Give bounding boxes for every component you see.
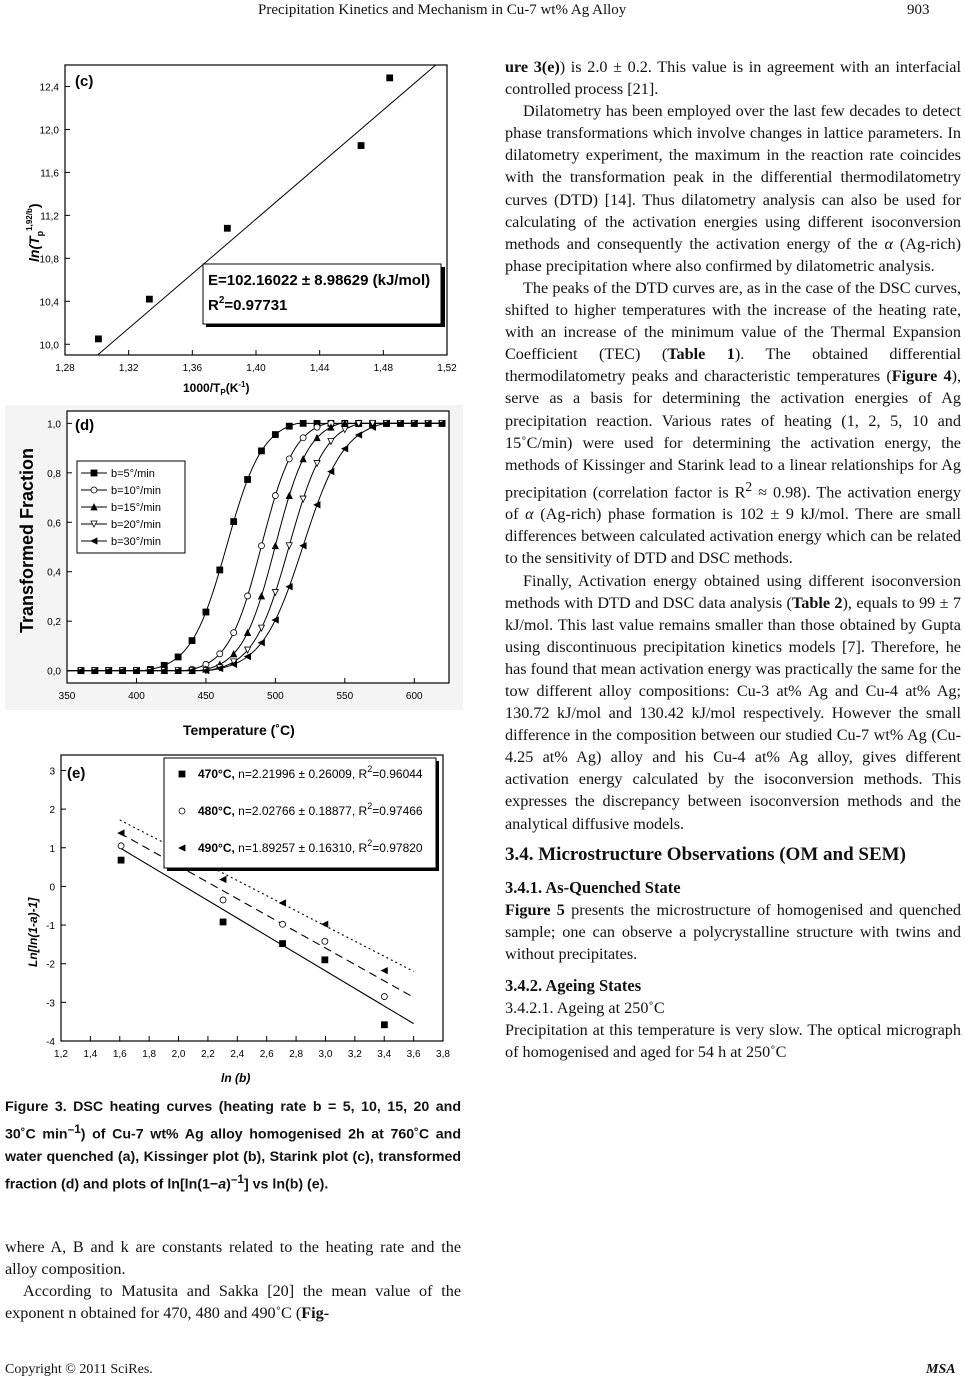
y-tick-label: 3 — [49, 766, 55, 778]
x-tick-label: 3,0 — [318, 1049, 333, 1060]
data-point-e — [381, 1022, 387, 1028]
legend-label-e: 490°C, n=1.89257 ± 0.16310, $R^2=0.97820$ — [198, 838, 423, 855]
data-point-d — [217, 567, 223, 573]
data-point-d — [272, 493, 278, 499]
data-point-e — [322, 957, 328, 963]
x-tick-label: 3,4 — [377, 1049, 392, 1060]
x-tick-label: 450 — [197, 691, 215, 702]
data-point-d — [217, 651, 223, 657]
left-column-text — [5, 1236, 461, 1324]
legend-label-d: b=20°/min — [111, 519, 161, 531]
data-point-c — [146, 296, 152, 302]
xlabel-e: ln (b) — [221, 1071, 251, 1085]
x-tick-label: 600 — [405, 691, 423, 702]
y-tick-label: 0,4 — [47, 567, 61, 579]
legend-e — [164, 758, 439, 871]
y-tick-label: 12,0 — [39, 125, 59, 137]
data-point-c — [224, 225, 230, 231]
y-tick-label: -3 — [46, 998, 55, 1010]
x-tick-label: 3,6 — [406, 1049, 421, 1060]
data-point-d — [300, 435, 306, 441]
paragraph: Figure 5 presents the microstructure of homogenised and quenched sample; one can observe a polycrystalline structure with twins and without precipitates. — [505, 900, 961, 963]
data-point-c — [358, 143, 364, 149]
legend-d — [77, 461, 185, 553]
subsection-heading: 3.4.1. As-Quenched State — [505, 877, 681, 897]
annotation-r-c: R — [208, 297, 219, 314]
paragraph: where A, B and k are constants related to the heating rate and the alloy composition. — [5, 1238, 461, 1279]
x-tick-label: 3,2 — [347, 1049, 362, 1060]
ylabel-e: Ln[ln(1-a)-1] — [26, 897, 40, 967]
x-tick-label: 1,48 — [373, 363, 394, 374]
x-tick-label: 1,2 — [54, 1049, 68, 1060]
annotation-r-val-c: =0.97731 — [224, 297, 288, 314]
legend-label-d: b=5°/min — [111, 468, 155, 480]
y-tick-label: 11,6 — [40, 168, 59, 180]
data-point-d — [286, 423, 292, 429]
data-point-e — [118, 857, 124, 863]
data-point-e — [381, 994, 387, 1000]
subsubsection-heading: 3.4.2.1. Ageing at 250˚C — [505, 998, 665, 1017]
legend-label-e: 470°C, n=2.21996 ± 0.26009, $R^2=0.96044$ — [198, 764, 423, 781]
data-point-e — [280, 921, 286, 927]
legend-label-d: b=10°/min — [111, 485, 161, 497]
y-tick-label: 0,6 — [47, 518, 61, 530]
x-tick-label: 1,32 — [118, 363, 139, 374]
data-point-d — [272, 432, 278, 438]
y-tick-label: 2 — [49, 805, 55, 817]
figure-d — [5, 405, 463, 740]
y-tick-label: 11,2 — [40, 211, 59, 223]
y-tick-label: 0,8 — [47, 468, 61, 480]
x-tick-label: 1,4 — [83, 1049, 98, 1060]
data-point-c — [387, 75, 393, 81]
data-point-d — [231, 519, 237, 525]
figure-e — [5, 752, 463, 1088]
page-number: 903 — [907, 2, 930, 18]
data-point-c — [95, 336, 101, 342]
paragraph: Dilatometry has been employed over the last few decades to detect phase transformations which involve changes in lattice parameters. In dilatometry experiment, the maximum in the reaction rate coincides with the transformation peak in the differential thermodilatometry curves (DTD) [14]. Thus dilatometry analysis can also be used for calculating of the activation energies using different isoconversion methods and consequently the activation energy of the α (Ag-rich) phase precipitation where also confirmed by dilatometric analysis. — [505, 102, 962, 275]
right-column-text — [505, 56, 961, 1063]
subsection-heading: 3.4.2. Ageing States — [505, 975, 642, 995]
data-point-e — [220, 919, 226, 925]
paragraph: Finally, Activation energy obtained using different isoconversion methods with DTD and DSC data analysis (Table 2), equals to 99 ± 7 kJ/mol. This last value remains smaller than those obtained by Gupta using discontinuous precipitation kinetics models [7]. Therefore, he has found that mean activation energy was practically the same for the tow different alloy compositions: Cu-3 at% Ag and Cu-4 at% Ag; 130.72 kJ/mol and 130.42 kJ/mol respectively. However the small difference in the composition between our studied Cu-7 wt% Ag (Cu-4.25 at% Ag) alloy and his Cu-4 at% Ag alloy, gives different activation energy calculated by the isoconversion methods. This expresses the discrepancy between isoconversion methods and the analytical diffusive models. — [505, 571, 961, 833]
running-title: Precipitation Kinetics and Mechanism in Cu-7 wt% Ag Alloy — [258, 2, 627, 18]
y-tick-label: 10,4 — [39, 297, 59, 309]
running-head — [0, 0, 965, 26]
panel-label-e: (e) — [67, 765, 86, 782]
paragraph: The peaks of the DTD curves are, as in the case of the DSC curves, shifted to higher temperatures with the increase of the heating rate, with an increase of the minimum value of the Thermal Expansion Coefficient (TEC) (Table 1). The obtained differential thermodilatometry peaks and characteristic temperatures (Figure 4), serve as a basis for determining the activation energies of Ag precipitation reaction. Various rates of heating (1, 2, 5, 10 and 15˚C/min) were used for determining the activation energy, the methods of Kissinger and Starink lead to a linear relationships for Ag precipitation (correlation factor is $R^2 \approx 0.98$). The activation energy of α (Ag-rich) phase formation is 102 ± 9 kJ/mol. There are small differences between calculated activation energy which can be related to the sensitivity of DTD and DSC methods. — [505, 278, 962, 568]
paragraph: According to Matusita and Sakka [20] the mean value of the exponent n obtained for 470, 480 and 490˚C (Fig- — [5, 1282, 461, 1323]
x-tick-label: 3,8 — [436, 1049, 450, 1060]
legend-label-e: 480°C, n=2.02766 ± 0.18877, $R^2=0.97466$ — [198, 801, 423, 818]
data-point-d — [245, 593, 251, 599]
data-point-d — [231, 630, 237, 636]
x-tick-label: 2,8 — [289, 1049, 304, 1060]
x-tick-label: 1,8 — [142, 1049, 157, 1060]
paragraph: Precipitation at this temperature is very slow. The optical micrograph of homogenised and aged for 54 h at 250˚C — [505, 1021, 961, 1062]
x-tick-label: 500 — [267, 691, 284, 702]
legend-label-d: b=30°/min — [111, 536, 161, 548]
data-point-d — [189, 638, 195, 644]
data-point-d — [258, 448, 264, 454]
journal-name: MSA — [926, 1362, 956, 1377]
section-heading: 3.4. Microstructure Observations (OM and SEM) — [505, 843, 906, 865]
paragraph: ure 3(e)) is 2.0 ± 0.2. This value is in agreement with an interfacial controlled process [21]. — [505, 58, 961, 99]
x-tick-label: 2,4 — [230, 1049, 245, 1060]
data-point-d — [258, 543, 264, 549]
data-point-d — [203, 609, 209, 615]
x-tick-label: 550 — [336, 691, 354, 702]
y-tick-label: 12,4 — [39, 82, 59, 94]
x-tick-label: 1,36 — [182, 363, 203, 374]
x-tick-label: 2,6 — [259, 1049, 274, 1060]
ylabel-d: Transformed Fraction — [17, 447, 37, 633]
panel-label-d: (d) — [75, 417, 95, 434]
annotation-box-c — [203, 264, 445, 327]
legend-label-d: b=15°/min — [111, 502, 161, 514]
data-point-d — [286, 456, 292, 462]
y-tick-label: 1 — [49, 843, 55, 855]
ylabel-c: $\ln(T_p^{1,92/b})$ — [25, 203, 45, 262]
legend-marker-e — [179, 808, 185, 814]
annotation-line1-c: E=102.16022 ± 8.98629 (kJ/mol) — [208, 272, 431, 289]
y-tick-label: 0 — [49, 882, 55, 894]
x-tick-label: 2,0 — [171, 1049, 186, 1060]
y-tick-label: 10,0 — [39, 340, 59, 352]
x-tick-label: 1,40 — [246, 363, 266, 374]
x-tick-label: 1,28 — [55, 363, 75, 374]
y-tick-label: 10,8 — [39, 254, 59, 266]
x-tick-label: 350 — [58, 691, 76, 702]
legend-marker-d — [91, 487, 97, 493]
legend-marker-d — [91, 470, 97, 476]
panel-label-c: (c) — [75, 73, 94, 90]
annotation-r-sup-c: 2 — [218, 295, 225, 306]
y-tick-label: 0,0 — [47, 666, 61, 678]
data-point-d — [245, 476, 251, 482]
xlabel-d: Temperature (˚C) — [183, 722, 295, 738]
x-tick-label: 400 — [128, 691, 145, 702]
y-tick-label: -1 — [46, 921, 55, 933]
data-point-e — [322, 938, 328, 944]
x-tick-label: 1,6 — [112, 1049, 127, 1060]
xlabel-c: $1000/T_P(K^{-1})$ — [183, 380, 250, 397]
y-tick-label: -2 — [46, 959, 55, 971]
data-point-e — [118, 843, 124, 849]
x-tick-label: 1,44 — [309, 363, 330, 374]
y-tick-label: 1,0 — [47, 419, 61, 431]
copyright: Copyright © 2011 SciRes. — [5, 1362, 153, 1377]
data-point-e — [220, 897, 226, 903]
data-point-e — [280, 941, 286, 947]
y-tick-label: -4 — [46, 1037, 55, 1048]
legend-marker-e — [179, 771, 185, 777]
y-tick-label: 0,2 — [47, 617, 61, 629]
data-point-d — [300, 420, 306, 426]
data-point-d — [175, 654, 181, 660]
x-tick-label: 1,52 — [437, 363, 457, 374]
figure-c — [5, 52, 463, 402]
data-point-d — [314, 424, 320, 430]
x-tick-label: 2,2 — [200, 1049, 215, 1060]
figure-caption: Figure 3. DSC heating curves (heating rate b = 5, 10, 15, 20 and 30˚C $\min^{-1}$) of Cu-7 wt% Ag alloy homogenised 2h at 760˚C and water quenched (a), Kissinger plot (b), Starink plot (c), transformed fraction (d) and plots of $\ln[\ln(1-a)^{-1}]$ vs ln(b) (e). — [5, 1099, 461, 1193]
